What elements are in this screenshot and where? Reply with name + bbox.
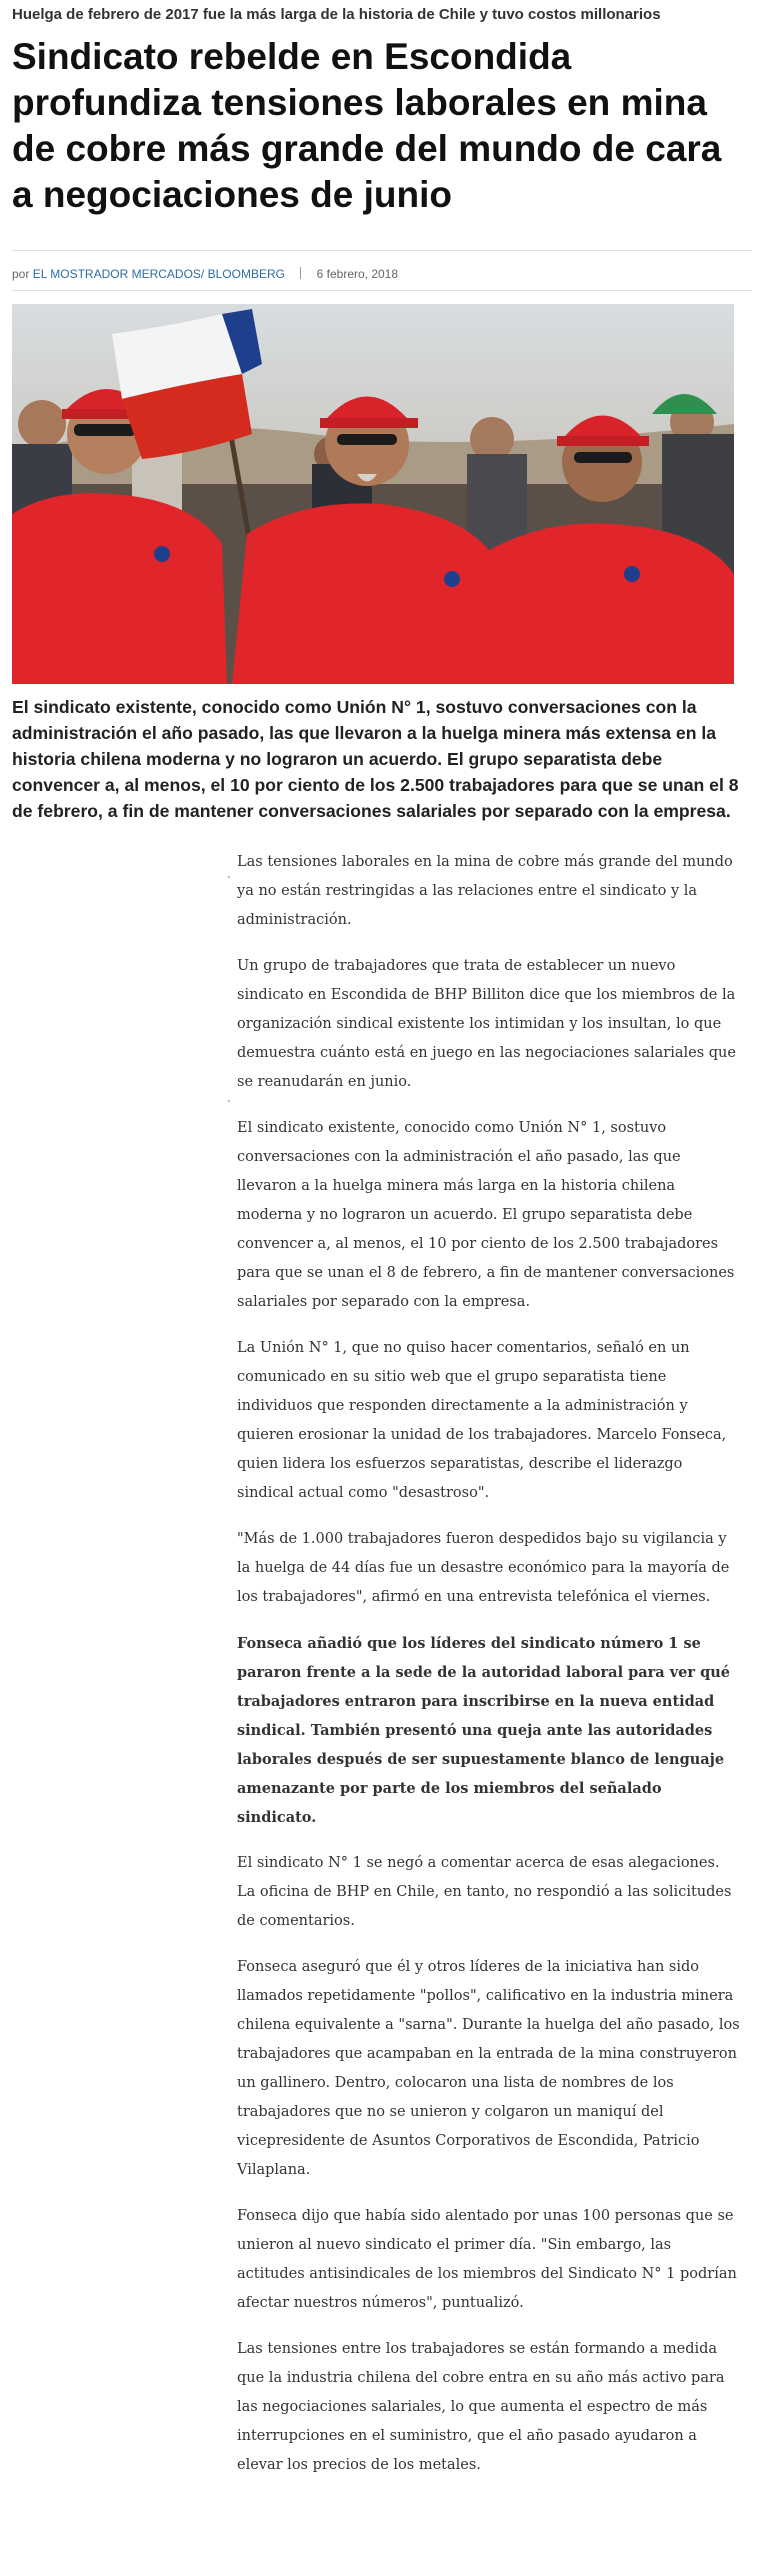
body-paragraph: Un grupo de trabajadores que trata de establecer un nuevo sindicato en Escondida de BHP Billiton dice que los miembros de la organización sindical existente los intimidan y los insultan, lo que demuestra cuánto está en juego en las negociaciones salariales que se reanudarán en junio. xyxy=(237,958,736,1090)
body-paragraph: Las tensiones laborales en la mina de cobre más grande del mundo ya no están restringidas a las relaciones entre el sindicato y la administración. xyxy=(237,854,733,928)
divider xyxy=(12,290,752,291)
body-paragraph: Las tensiones entre los trabajadores se están formando a medida que la industria chilena del cobre entra en su año más activo para las negociaciones salariales, lo que aumenta el espectro de más interrupciones en el suministro, que el año pasado ayudaron a elevar los precios de los metales. xyxy=(237,2341,725,2473)
margin-mark xyxy=(228,876,230,878)
body-paragraph: Fonseca dijo que había sido alentado por unas 100 personas que se unieron al nuevo sindicato el primer día. "Sin embargo, las actitudes antisindicales de los miembros del Sindicato N° 1 podrían afectar nuestros números", puntualizó. xyxy=(237,2208,737,2311)
article-lead: El sindicato existente, conocido como Unión N° 1, sostuvo conversaciones con la administración el año pasado, las que llevaron a la huelga minera más extensa en la historia chilena moderna y no lograron un acuerdo. El grupo separatista debe convencer a, al menos, el 10 por ciento de los 2.500 trabajadores para que se unan el 8 de febrero, a fin de mantener conversaciones salariales por separado con la empresa. xyxy=(12,697,739,821)
author-link[interactable]: EL MOSTRADOR MERCADOS/ BLOOMBERG xyxy=(32,267,285,281)
body-paragraph: "Más de 1.000 trabajadores fueron despedidos bajo su vigilancia y la huelga de 44 días fue un desastre económico para la mayoría de los trabajadores", afirmó en una entrevista telefónica el viernes. xyxy=(237,1531,730,1605)
article-photo xyxy=(12,304,734,684)
body-paragraph: Fonseca aseguró que él y otros líderes de la iniciativa han sido llamados repetidamente "pollos", calificativo en la industria minera chilena equivalente a "sarna". Durante la huelga del año pasado, los trabajadores que acampaban en la entrada de la mina construyeron un gallinero. Dentro, colocaron una lista de nombres de los trabajadores que no se unieron y colgaron un maniquí del vicepresidente de Asuntos Corporativos de Escondida, Patricio Vilaplana. xyxy=(237,1959,740,2178)
body-paragraph: Fonseca añadió que los líderes del sindicato número 1 se pararon frente a la sede de la autoridad laboral para ver qué trabajadores entraron para inscribirse en la nueva entidad sindical. También presentó una queja ante las autoridades laborales después de ser supuestamente blanco de lenguaje amenazante por parte de los miembros del señalado sindicato. xyxy=(237,1635,730,1826)
byline-separator xyxy=(300,267,301,279)
publish-date: 6 febrero, 2018 xyxy=(316,267,399,281)
margin-mark xyxy=(228,1100,230,1102)
body-paragraph: El sindicato existente, conocido como Unión N° 1, sostuvo conversaciones con la administración el año pasado, las que llevaron a la huelga minera más larga en la historia chilena moderna y no lograron un acuerdo. El grupo separatista debe convencer a, al menos, el 10 por ciento de los 2.500 trabajadores para que se unan el 8 de febrero, a fin de mantener conversaciones salariales por separado con la empresa. xyxy=(237,1120,735,1310)
article-kicker: Huelga de febrero de 2017 fue la más larga de la historia de Chile y tuvo costos millonarios xyxy=(12,6,661,23)
body-paragraph: La Unión N° 1, que no quiso hacer comentarios, señaló en un comunicado en su sitio web que el grupo separatista tiene individuos que responden directamente a la administración y quieren erosionar la unidad de los trabajadores. Marcelo Fonseca, quien lidera los esfuerzos separatistas, describe el liderazgo sindical actual como "desastroso". xyxy=(237,1340,727,1501)
byline xyxy=(12,266,398,282)
body-paragraph: El sindicato N° 1 se negó a comentar acerca de esas alegaciones. La oficina de BHP en Chile, en tanto, no respondió a las solicitudes de comentarios. xyxy=(237,1855,732,1929)
article-body xyxy=(237,848,742,2497)
divider xyxy=(12,250,752,251)
article-headline: Sindicato rebelde en Escondida profundiza tensiones laborales en mina de cobre más grande del mundo de cara a negociaciones de junio xyxy=(12,36,722,215)
byline-prefix: por xyxy=(12,267,30,281)
